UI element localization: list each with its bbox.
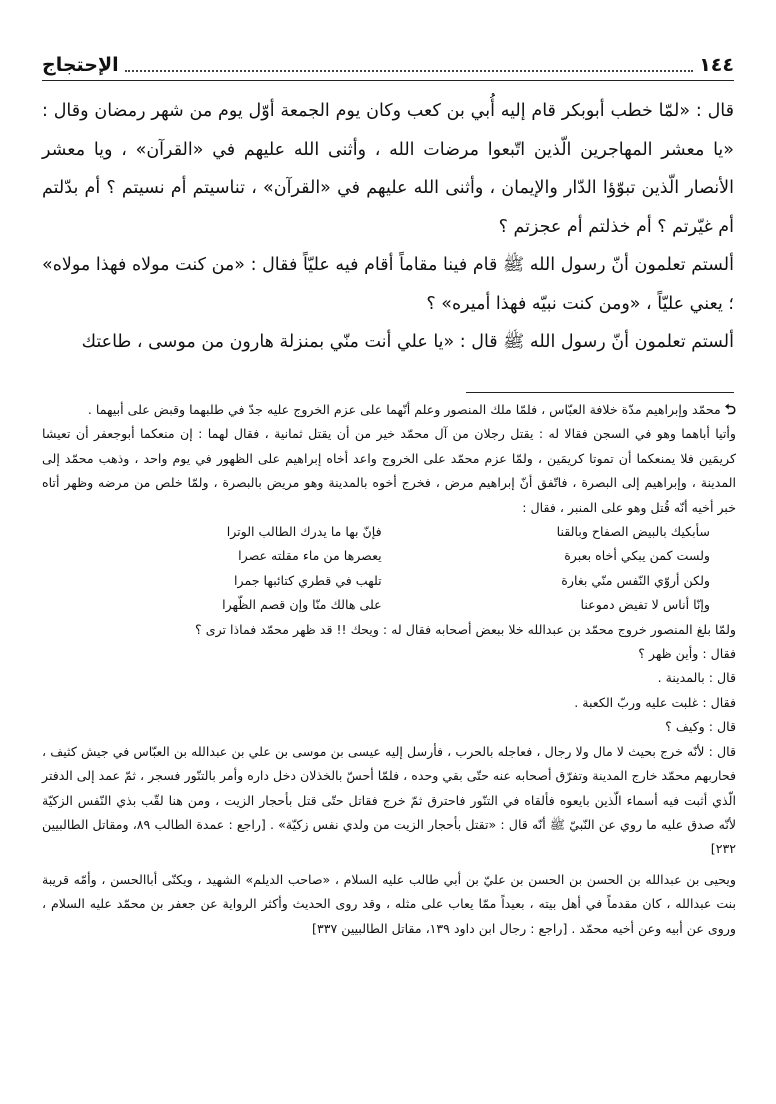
footnote-text-1: محمّد وإبراهيم مدّة خلافة العبّاس ، فلمّا ملك المنصور وعلم أنّهما على عزم الخروج عليه جدّ في طلبهما وقبض على أبيهما . bbox=[87, 402, 721, 417]
footnote-paragraph-2: وأتيا أباهما وهو في السجن فقالا له : يقتل رجلان من آل محمّد خير من أن يقتل ثمانية ، فقال لهما : إن منعكما أبوجعفر أن تعيشا كريمَين فلا يمنعكما أن تموتا كريمَين ، ولمّا عزم محمّد على الخروج واعد أخاه إبراهيم على الظهور في يوم واحد ، وذهب محمّد إلى المدينة ، وإبراهيم إلى البصرة ، فاتّفق أنّ إبراهيم مرض ، فخرج أخوه بالمدينة وهو مريض بالبصرة ، ولمّا خلص من مرضه وظهر أتاه خبر أخيه أنّه قُتل وهو على المنبر ، فقال : bbox=[42, 426, 736, 515]
footnotes bbox=[42, 398, 736, 941]
book-title: الإحتجاج bbox=[42, 54, 119, 76]
poem-verse bbox=[102, 569, 710, 593]
footnote-paragraph-5: ويحيى بن عبدالله بن الحسن بن الحسن بن عليّ بن أبي طالب عليه السلام ، «صاحب الديلم» الشهيد ، ويكنّى أباالحسن ، وأمّه قريبة بنت عبدالله ، كان مقدماً في أهل بيته ، بعيداً ممّا يعاب على مثله ، وقد روى الحديث وأكثر الرواية عن جعفر بن محمّد عليه السلام ، وروى عن أبيه وعن أخيه محمّد . [راجع : رجال ابن داود ١٣٩، مقاتل الطالبيين ٣٣٧] bbox=[42, 871, 736, 936]
main-paragraph-2: ألستم تعلمون أنّ رسول الله ﷺ قام فينا مقاماً أقام فيه عليّاً فقال : «من كنت مولاه فهذا مولاه» ؛ يعني عليّاً ، «ومن كنت نبيّه فهذا أميره» ؟ bbox=[42, 255, 734, 314]
page-number: ١٤٤ bbox=[699, 54, 734, 76]
poem-verse bbox=[102, 544, 710, 568]
verse-first-half: وإنّا أناس لا تفيض دموعنا bbox=[580, 597, 710, 613]
poem-verse bbox=[102, 593, 710, 617]
main-paragraph-1: قال : «لمّا خطب أبوبكر قام إليه أُبي بن كعب وكان يوم الجمعة أوّل يوم من شهر رمضان وقال : «يا معشر المهاجرين الّذين اتّبعوا مرضات الله ، وأثنى الله عليهم في «القرآن» ، ويا معشر الأنصار الّذين تبوّؤا الدّار والإيمان ، وأثنى الله عليهم في «القرآن» ، تناسيتم أم نسيتم ؟ أم بدّلتم أم غيّرتم ؟ أم خذلتم أم عجزتم ؟ bbox=[42, 101, 734, 237]
header-dotted-leader bbox=[125, 69, 694, 72]
verse-second-half: فإنّ بها ما يدرك الطالب الوترا bbox=[226, 524, 382, 540]
footnote-paragraph-1 bbox=[42, 398, 736, 422]
verse-second-half: يعصرها من ماء مقلته عصرا bbox=[238, 548, 382, 564]
footnote-separator bbox=[466, 392, 734, 393]
verse-first-half: ولست كمن يبكي أخاه بعبرة bbox=[564, 548, 710, 564]
footnote-paragraph-4: قال : لأنّه خرج بحيث لا مال ولا رجال ، فعاجله بالحرب ، فأرسل إليه عيسى بن موسى بن علي بن عبدالله بن العبّاس في جيش كثيف ، فحاربهم محمّد خارج المدينة وتفرّق أصحابه عنه حتّى بقي وحده ، فلمّا أحسّ بالخذلان دخل داره وأمر بالتنّور فسجر ، ثمّ عمد إلى الدفتر الّذي أثبت فيه أسماء الّذين بايعوه فألقاه في التنّور فاحترق ثمّ خرج فقاتل حتّى قتل بأحجار الزيت ، ومن هنا لقّب بذي النّفس الزكيّة لأنّه صدق عليه ما روي عن النّبيّ ﷺ أنّه قال : «تقتل بأحجار الزيت من ولدي نفس زكيّة» . [راجع : عمدة الطالب ٨٩، ومقاتل الطالبيين ٢٣٢] bbox=[42, 743, 737, 857]
verse-first-half: ولكن أروّي النّفس منّي بغارة bbox=[561, 572, 710, 588]
dialogue-line: فقال : غلبت عليه وربّ الكعبة . bbox=[574, 694, 736, 710]
main-paragraph-3: ألستم تعلمون أنّ رسول الله ﷺ قال : «يا علي أنت منّي بمنزلة هارون من موسى ، طاعتك bbox=[81, 332, 734, 352]
poem bbox=[102, 520, 710, 618]
verse-second-half: على هالك منّا وإن قصم الظّهرا bbox=[222, 597, 382, 613]
poem-verse bbox=[102, 520, 710, 544]
dialogue-line: قال : وكيف ؟ bbox=[665, 719, 736, 735]
continuation-arrow-icon: ⮌ bbox=[724, 402, 736, 418]
verse-first-half: سأبكيك بالبيض الصفاح وبالقنا bbox=[556, 524, 710, 540]
dialogue-line: فقال : وأين ظهر ؟ bbox=[638, 646, 736, 662]
running-header bbox=[42, 46, 734, 81]
footnote-paragraph-3: ولمّا بلغ المنصور خروج محمّد بن عبدالله خلا ببعض أصحابه فقال له : ويحك !! قد ظهر محمّد فماذا ترى ؟ bbox=[195, 621, 736, 637]
main-text bbox=[42, 92, 734, 362]
dialogue-line: قال : بالمدينة . bbox=[657, 670, 736, 686]
verse-second-half: تلهب في قطري كتائبها جمرا bbox=[234, 572, 382, 588]
